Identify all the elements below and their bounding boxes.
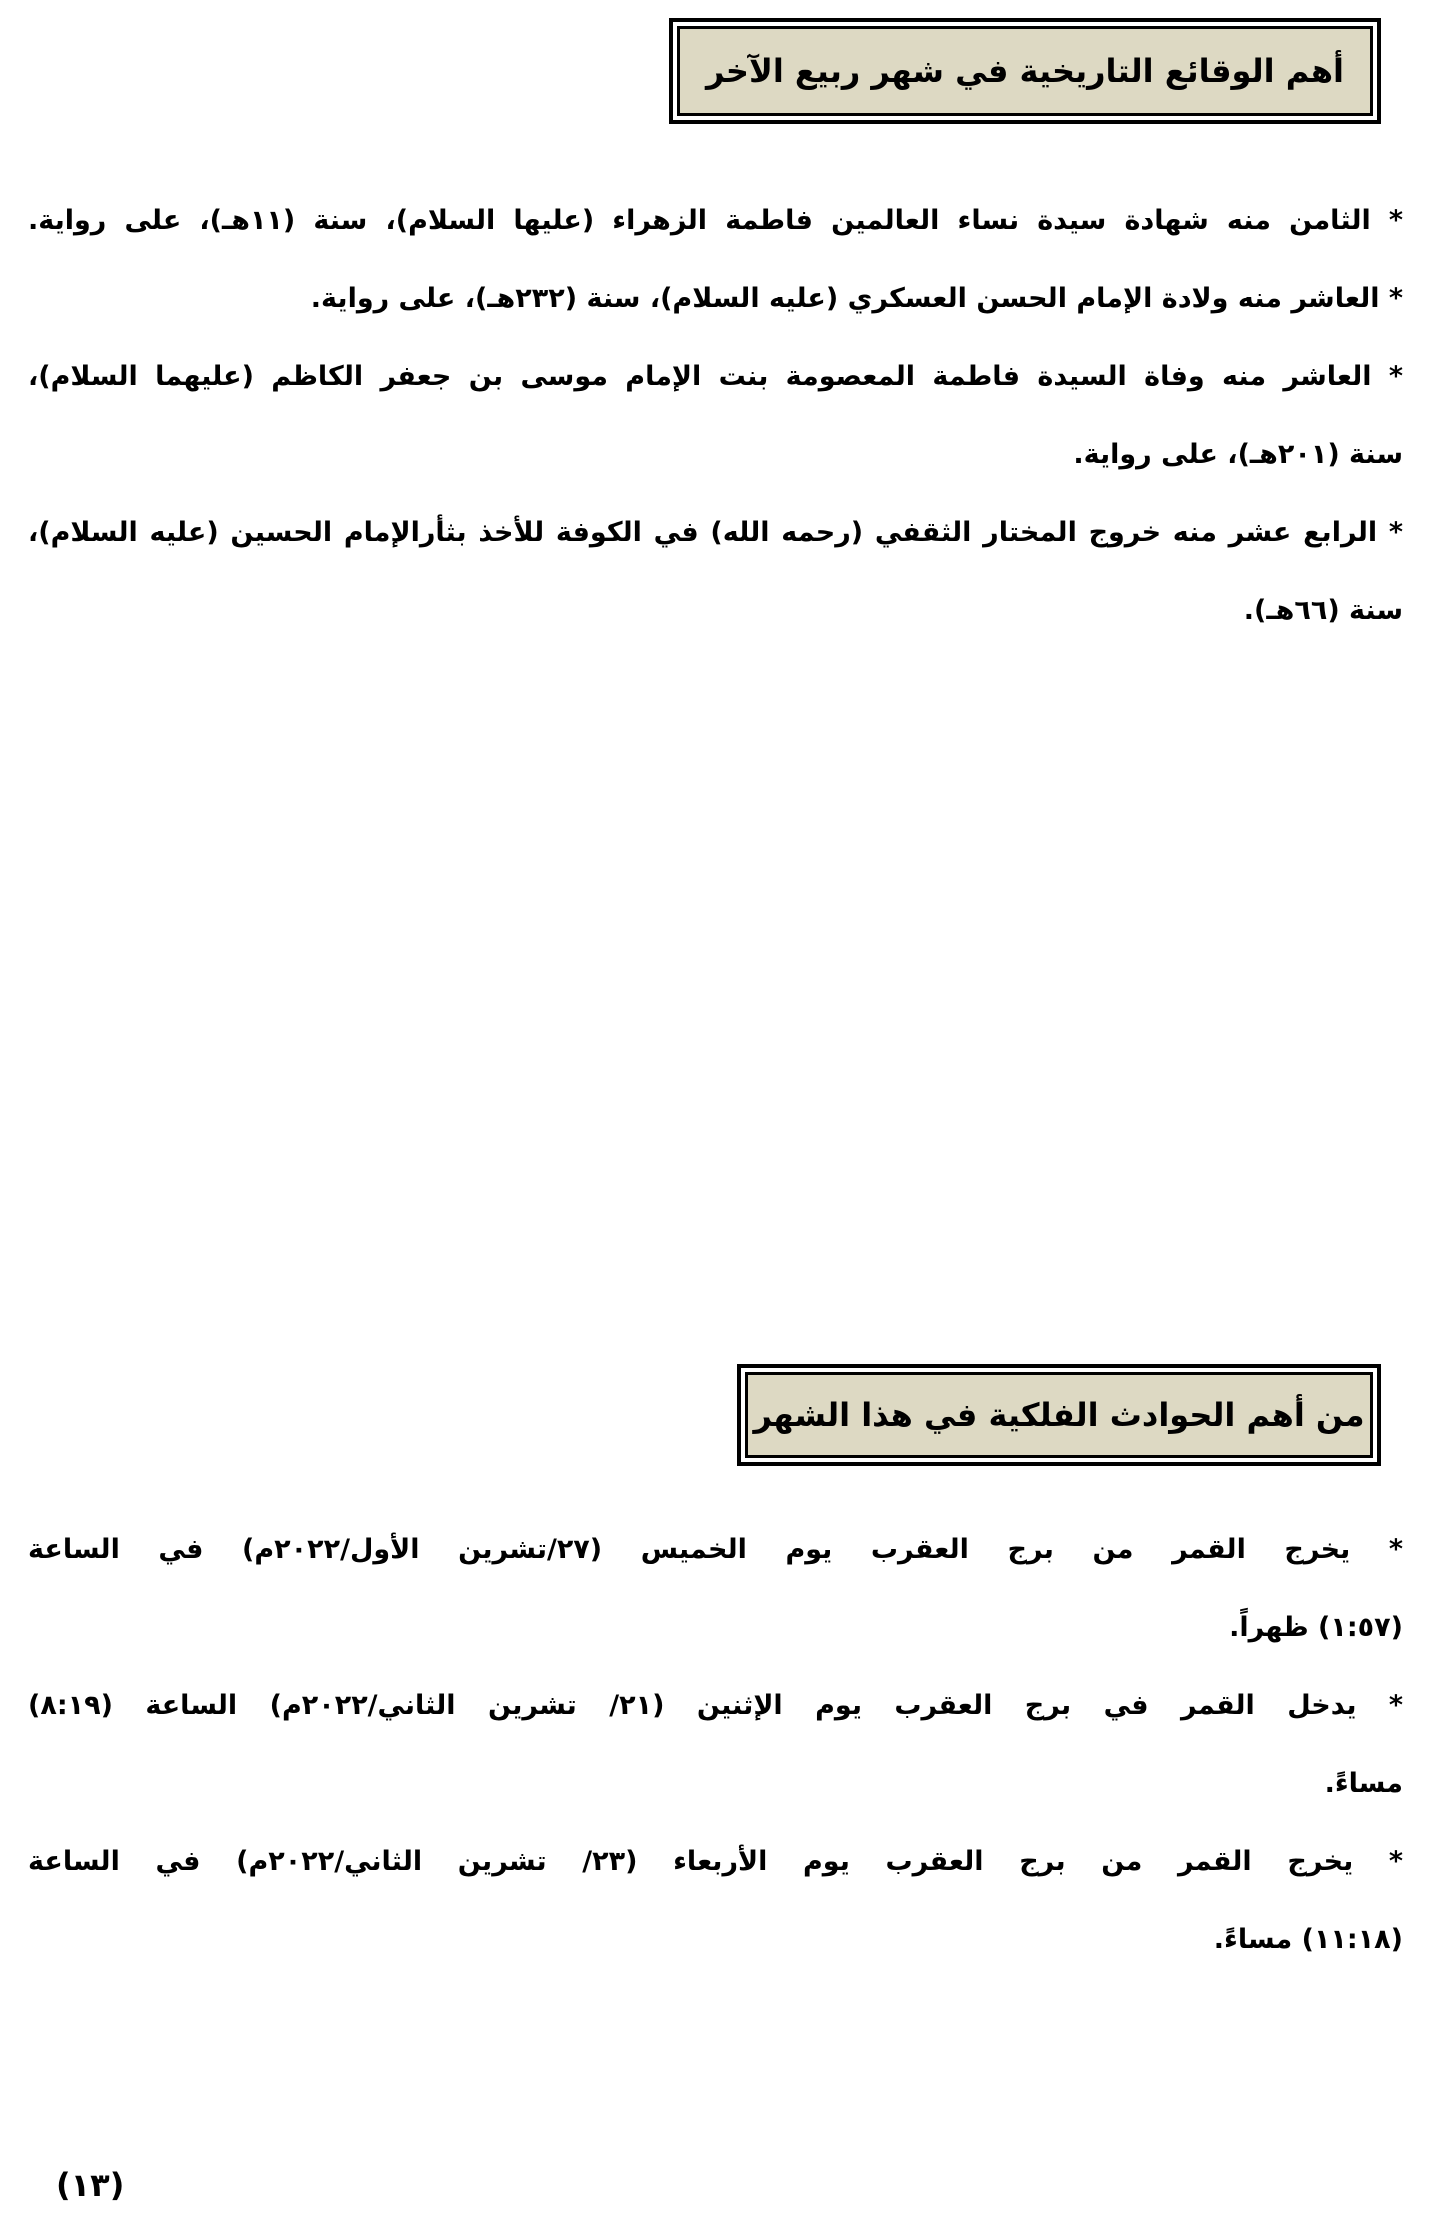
event-line: سنة (٢٠١هـ)، على رواية. (1073, 439, 1403, 470)
event-line: سنة (٦٦هـ). (1243, 595, 1403, 626)
astro-line: * يخرج القمر من برج العقرب يوم الخميس (٢٧/تشرين الأول/٢٠٢٢م) في الساعة (28, 1534, 1403, 1565)
astro-line: * يدخل القمر في برج العقرب يوم الإثنين (٢١/ تشرين الثاني/٢٠٢٢م) الساعة (٨:١٩) (28, 1690, 1404, 1721)
astronomical-events-list (28, 1525, 1403, 1993)
section-title: أهم الوقائع التاريخية في شهر ربيع الآخر (677, 26, 1373, 116)
section-title-box-historical-events (669, 18, 1381, 124)
astro-line: (١:٥٧) ظهراً. (1229, 1612, 1403, 1643)
astro-line: مساءً. (1324, 1768, 1403, 1799)
historical-events-list (28, 196, 1403, 664)
event-line: * العاشر منه ولادة الإمام الحسن العسكري (عليه السلام)، سنة (٢٣٢هـ)، على رواية. (310, 283, 1403, 314)
event-line: * الثامن منه شهادة سيدة نساء العالمين فاطمة الزهراء (عليها السلام)، سنة (١١هـ)، على رواية. (28, 205, 1403, 236)
section-title: من أهم الحوادث الفلكية في هذا الشهر (745, 1372, 1373, 1458)
astro-line: * يخرج القمر من برج العقرب يوم الأربعاء (٢٣/ تشرين الثاني/٢٠٢٢م) في الساعة (28, 1846, 1403, 1877)
section-title-box-astronomical-events (737, 1364, 1381, 1466)
astro-line: (١١:١٨) مساءً. (1213, 1924, 1403, 1955)
event-line: * العاشر منه وفاة السيدة فاطمة المعصومة بنت الإمام موسى بن جعفر الكاظم (عليهما السلام)، (28, 361, 1403, 392)
event-line: * الرابع عشر منه خروج المختار الثقفي (رحمه الله) في الكوفة للأخذ بثأرالإمام الحسين (عليه السلام)، (28, 517, 1403, 548)
page-number: (١٣) (56, 2166, 125, 2204)
